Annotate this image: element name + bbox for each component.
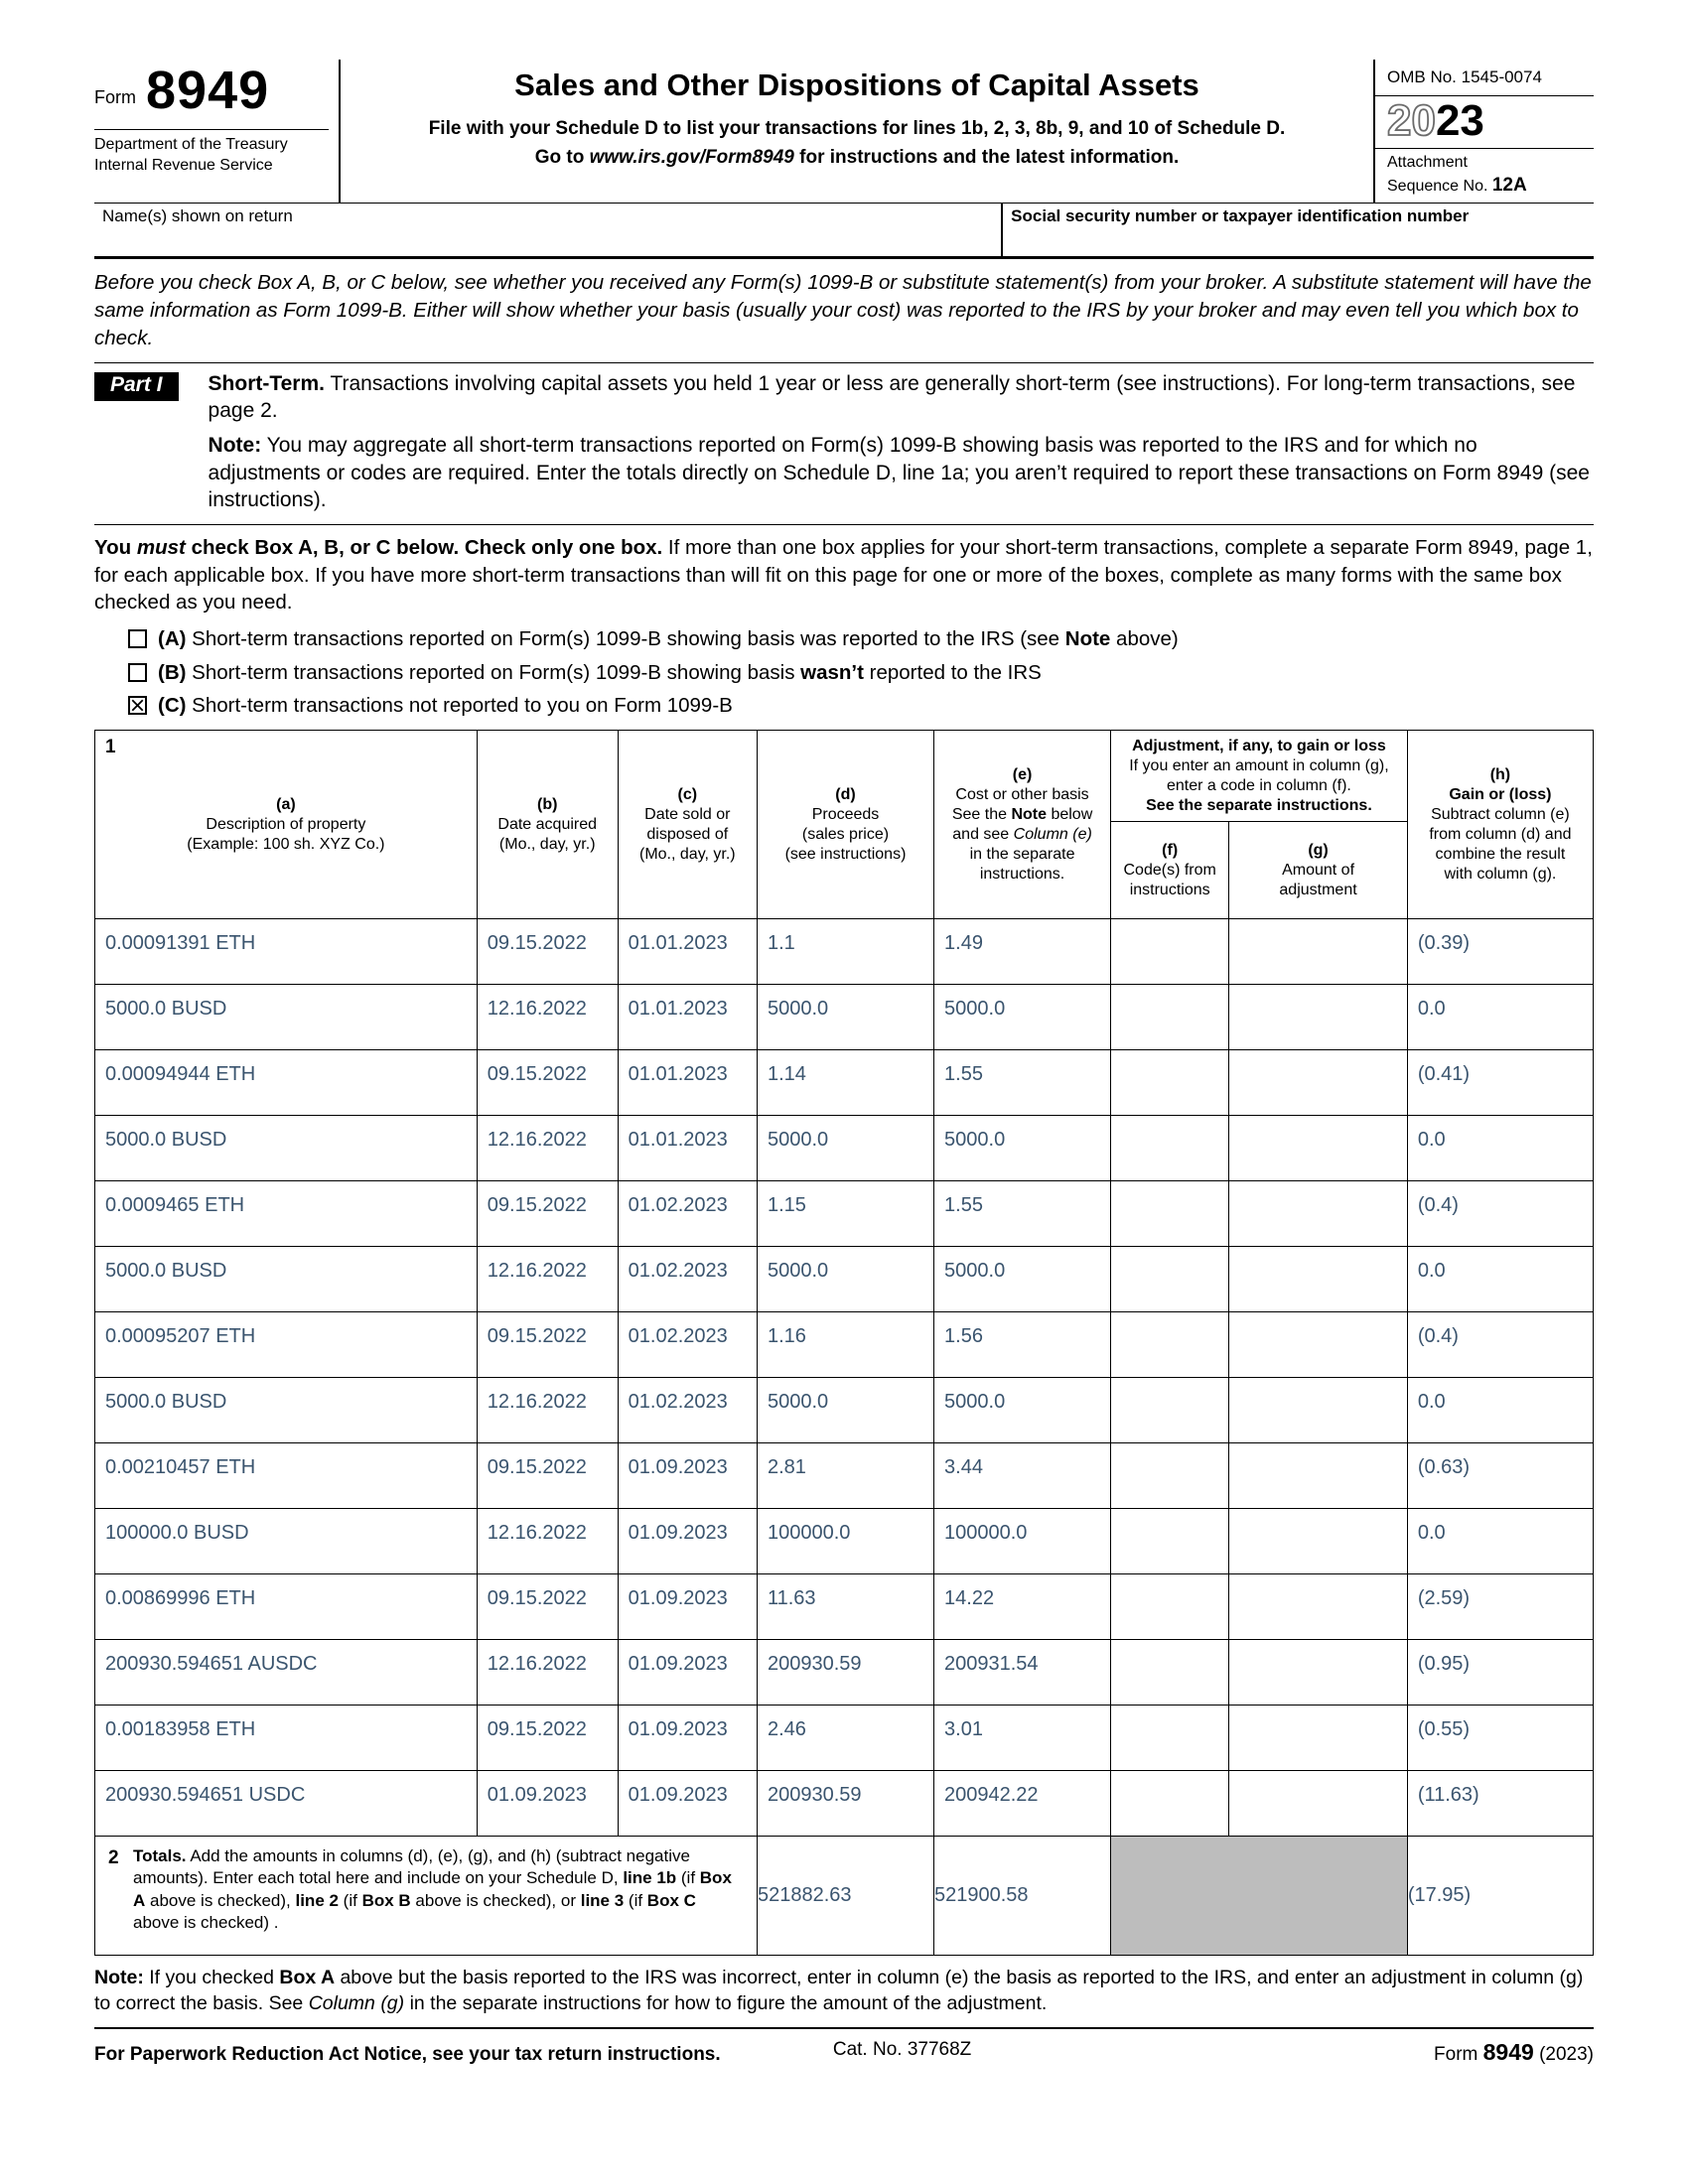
cell-gain[interactable]: (0.39) xyxy=(1407,919,1593,985)
cell-date-acquired[interactable]: 09.15.2022 xyxy=(477,1181,618,1247)
column-header-adjustment-group: Adjustment, if any, to gain or loss If you enter an amount in column (g), enter a code in column (f). See the separate instructions. xyxy=(1111,731,1408,822)
cell-code[interactable] xyxy=(1111,1050,1229,1116)
cell-cost[interactable]: 200942.22 xyxy=(934,1771,1111,1837)
cell-gain[interactable]: 0.0 xyxy=(1407,1509,1593,1574)
cell-cost[interactable]: 1.55 xyxy=(934,1050,1111,1116)
irs-url-link[interactable]: www.irs.gov/Form8949 xyxy=(589,146,794,168)
cell-code[interactable] xyxy=(1111,1312,1229,1378)
cell-date-sold[interactable]: 01.01.2023 xyxy=(618,919,757,985)
totals-proceeds[interactable]: 521882.63 xyxy=(757,1837,933,1956)
cell-date-acquired[interactable]: 12.16.2022 xyxy=(477,1378,618,1443)
department-line: Department of the Treasury xyxy=(94,136,288,153)
form-word: Form xyxy=(94,87,136,107)
column-header-amount-adjustment: (g) Amount of adjustment xyxy=(1229,822,1408,919)
cell-adjustment[interactable] xyxy=(1229,1574,1408,1640)
totals-adjustment-shaded-cell xyxy=(1111,1837,1408,1956)
cell-adjustment[interactable] xyxy=(1229,1116,1408,1181)
name-field-label: Name(s) shown on return xyxy=(102,205,293,225)
checkbox-row-a xyxy=(94,623,1594,657)
cell-description[interactable]: 0.00183958 ETH xyxy=(95,1706,478,1771)
checkbox-row-c xyxy=(94,690,1594,724)
cell-cost[interactable]: 5000.0 xyxy=(934,985,1111,1050)
cell-date-acquired[interactable]: 12.16.2022 xyxy=(477,1116,618,1181)
form-number-block xyxy=(94,60,341,203)
cell-date-acquired[interactable]: 12.16.2022 xyxy=(477,1247,618,1312)
cell-date-sold[interactable]: 01.09.2023 xyxy=(618,1771,757,1837)
cell-description[interactable]: 0.00210457 ETH xyxy=(95,1443,478,1509)
cell-gain[interactable]: (0.41) xyxy=(1407,1050,1593,1116)
cell-cost[interactable]: 1.49 xyxy=(934,919,1111,985)
totals-gain[interactable]: (17.95) xyxy=(1407,1837,1593,1956)
cell-code[interactable] xyxy=(1111,985,1229,1050)
part1-body xyxy=(179,370,1594,515)
line-1-marker: 1 xyxy=(105,737,116,758)
cell-gain[interactable]: 0.0 xyxy=(1407,1247,1593,1312)
transaction-row xyxy=(95,1116,1594,1181)
cell-gain[interactable]: (0.4) xyxy=(1407,1312,1593,1378)
form-reference: Form 8949 (2023) xyxy=(1434,2038,1594,2065)
cell-code[interactable] xyxy=(1111,1378,1229,1443)
form-title-block xyxy=(341,60,1373,203)
omb-block xyxy=(1373,60,1594,203)
cell-cost[interactable]: 1.56 xyxy=(934,1312,1111,1378)
cell-adjustment[interactable] xyxy=(1229,985,1408,1050)
cell-date-sold[interactable]: 01.09.2023 xyxy=(618,1509,757,1574)
cell-code[interactable] xyxy=(1111,1574,1229,1640)
cell-proceeds[interactable]: 1.1 xyxy=(757,919,933,985)
subtitle-line-1: File with your Schedule D to list your transactions for lines 1b, 2, 3, 8b, 9, and 10 of Schedule D. xyxy=(428,118,1286,139)
cell-gain[interactable]: 0.0 xyxy=(1407,985,1593,1050)
cell-date-sold[interactable]: 01.09.2023 xyxy=(618,1640,757,1706)
cell-proceeds[interactable]: 2.46 xyxy=(757,1706,933,1771)
cell-date-sold[interactable]: 01.02.2023 xyxy=(618,1181,757,1247)
transaction-row xyxy=(95,1574,1594,1640)
cell-date-sold[interactable]: 01.09.2023 xyxy=(618,1443,757,1509)
cell-adjustment[interactable] xyxy=(1229,1443,1408,1509)
paperwork-notice: For Paperwork Reduction Act Notice, see your tax return instructions. xyxy=(94,2043,721,2065)
cell-gain[interactable]: 0.0 xyxy=(1407,1378,1593,1443)
cell-gain[interactable]: (0.95) xyxy=(1407,1640,1593,1706)
cell-proceeds[interactable]: 1.15 xyxy=(757,1181,933,1247)
part1-badge: Part I xyxy=(94,372,179,401)
form-header xyxy=(94,60,1594,204)
cell-date-sold[interactable]: 01.09.2023 xyxy=(618,1706,757,1771)
transaction-row xyxy=(95,1443,1594,1509)
intro-paragraph: Before you check Box A, B, or C below, see whether you received any Form(s) 1099-B or substitute statement(s) from your broker. A substitute statement will have the same information as Form 1099-B. Either will show whether your basis (usually your cost) was reported to the IRS by your broker and may even tell you which box to check. xyxy=(94,270,1592,350)
cell-proceeds[interactable]: 5000.0 xyxy=(757,1247,933,1312)
cell-cost[interactable]: 1.55 xyxy=(934,1181,1111,1247)
cell-adjustment[interactable] xyxy=(1229,919,1408,985)
cell-date-acquired[interactable]: 12.16.2022 xyxy=(477,1640,618,1706)
cell-description[interactable]: 0.0009465 ETH xyxy=(95,1181,478,1247)
cell-description[interactable]: 5000.0 BUSD xyxy=(95,1116,478,1181)
cell-date-acquired[interactable]: 09.15.2022 xyxy=(477,919,618,985)
subtitle-line-2: Go to www.irs.gov/Form8949 for instructions and the latest information. xyxy=(534,146,1180,168)
part1-section xyxy=(94,362,1594,525)
cell-code[interactable] xyxy=(1111,1509,1229,1574)
box-check-instructions: You must check Box A, B, or C below. Check only one box. If more than one box applies for your short-term transactions, complete a separate Form 8949, page 1, for each applicable box. If you have more short-term transactions than will fit on this page for one or more of the boxes, complete as many forms with the same box checked as you need. xyxy=(94,524,1594,623)
checkbox-row-b xyxy=(94,657,1594,691)
omb-number: OMB No. 1545-0074 xyxy=(1375,60,1594,96)
taxpayer-row xyxy=(94,204,1594,259)
cell-date-acquired[interactable]: 09.15.2022 xyxy=(477,1312,618,1378)
part1-note: Note: You may aggregate all short-term transactions reported on Form(s) 1099-B showing basis was reported to the IRS and for which no adjustments or codes are required. Enter the totals directly on Schedule D, line 1a; you aren’t required to report these transactions on Form 8949 (see instructions). xyxy=(208,433,1590,512)
cell-cost[interactable]: 5000.0 xyxy=(934,1378,1111,1443)
column-header-date-sold: (c) Date sold or disposed of (Mo., day, yr.) xyxy=(618,731,757,919)
cell-code[interactable] xyxy=(1111,919,1229,985)
totals-cost[interactable]: 521900.58 xyxy=(934,1837,1111,1956)
cell-code[interactable] xyxy=(1111,1116,1229,1181)
column-header-code: (f) Code(s) from instructions xyxy=(1111,822,1229,919)
transaction-row xyxy=(95,1181,1594,1247)
form-number: 8949 xyxy=(146,61,270,120)
cell-code[interactable] xyxy=(1111,1247,1229,1312)
cell-adjustment[interactable] xyxy=(1229,1378,1408,1443)
cell-code[interactable] xyxy=(1111,1640,1229,1706)
cell-proceeds[interactable]: 11.63 xyxy=(757,1574,933,1640)
cell-description[interactable]: 5000.0 BUSD xyxy=(95,1247,478,1312)
ssn-field-label: Social security number or taxpayer identification number xyxy=(1011,205,1470,225)
cell-proceeds[interactable]: 200930.59 xyxy=(757,1640,933,1706)
cell-description[interactable]: 5000.0 BUSD xyxy=(95,985,478,1050)
cell-description[interactable]: 0.00091391 ETH xyxy=(95,919,478,985)
cell-cost[interactable]: 3.44 xyxy=(934,1443,1111,1509)
cell-gain[interactable]: (0.55) xyxy=(1407,1706,1593,1771)
checkbox-c-label: (C) Short-term transactions not reported to you on Form 1099-B xyxy=(158,694,733,718)
department-block xyxy=(94,129,329,183)
ssn-field[interactable] xyxy=(1001,204,1594,256)
cell-code[interactable] xyxy=(1111,1181,1229,1247)
transaction-row xyxy=(95,1771,1594,1837)
service-line: Internal Revenue Service xyxy=(94,156,273,174)
cell-gain[interactable]: (11.63) xyxy=(1407,1771,1593,1837)
transaction-row xyxy=(95,1312,1594,1378)
cell-date-sold[interactable]: 01.02.2023 xyxy=(618,1378,757,1443)
cell-code[interactable] xyxy=(1111,1771,1229,1837)
transactions-body xyxy=(95,919,1594,1837)
totals-row xyxy=(95,1837,1594,1956)
cell-proceeds[interactable]: 1.14 xyxy=(757,1050,933,1116)
transactions-table xyxy=(94,730,1594,1956)
line-2-marker: 2 xyxy=(108,1847,119,1869)
cell-description[interactable]: 5000.0 BUSD xyxy=(95,1378,478,1443)
cell-adjustment[interactable] xyxy=(1229,1509,1408,1574)
cell-proceeds[interactable]: 5000.0 xyxy=(757,985,933,1050)
cell-date-sold[interactable]: 01.01.2023 xyxy=(618,1116,757,1181)
column-header-proceeds: (d) Proceeds (sales price) (see instructions) xyxy=(757,731,933,919)
checkbox-b[interactable] xyxy=(128,663,147,682)
bottom-note: Note: If you checked Box A above but the basis reported to the IRS was incorrect, enter in column (e) the basis as reported to the IRS, and enter an adjustment in column (g) to correct the basis. See Column (g) in the separate instructions for how to figure the amount of the adjustment. xyxy=(94,1956,1594,2029)
cell-description[interactable]: 0.00095207 ETH xyxy=(95,1312,478,1378)
cell-description[interactable]: 200930.594651 USDC xyxy=(95,1771,478,1837)
cell-date-sold[interactable]: 01.01.2023 xyxy=(618,985,757,1050)
column-header-date-acquired: (b) Date acquired (Mo., day, yr.) xyxy=(477,731,618,919)
transaction-row xyxy=(95,1247,1594,1312)
transaction-row xyxy=(95,985,1594,1050)
transaction-row xyxy=(95,1378,1594,1443)
transaction-row xyxy=(95,919,1594,985)
cell-date-acquired[interactable]: 12.16.2022 xyxy=(477,985,618,1050)
cell-adjustment[interactable] xyxy=(1229,1706,1408,1771)
cell-proceeds[interactable]: 2.81 xyxy=(757,1443,933,1509)
cell-date-acquired[interactable]: 09.15.2022 xyxy=(477,1050,618,1116)
transaction-row xyxy=(95,1509,1594,1574)
cell-gain[interactable]: (0.63) xyxy=(1407,1443,1593,1509)
checkbox-a[interactable] xyxy=(128,629,147,648)
catalog-number: Cat. No. 37768Z xyxy=(832,2038,972,2060)
cell-gain[interactable]: (0.4) xyxy=(1407,1181,1593,1247)
cell-date-acquired[interactable]: 01.09.2023 xyxy=(477,1771,618,1837)
part1-heading: Short-Term. Transactions involving capital assets you held 1 year or less are generally short-term (see instructions). For long-term transactions, see page 2. xyxy=(208,371,1576,423)
name-field[interactable] xyxy=(94,204,1001,256)
cell-gain[interactable]: 0.0 xyxy=(1407,1116,1593,1181)
checkbox-a-label: (A) Short-term transactions reported on Form(s) 1099-B showing basis was reported to the IRS (see Note above) xyxy=(158,627,1179,651)
cell-description[interactable]: 100000.0 BUSD xyxy=(95,1509,478,1574)
cell-adjustment[interactable] xyxy=(1229,1771,1408,1837)
column-header-gain-loss: (h) Gain or (loss) Subtract column (e) from column (d) and combine the result with column (g). xyxy=(1407,731,1593,919)
cell-date-sold[interactable]: 01.02.2023 xyxy=(618,1247,757,1312)
cell-cost[interactable]: 3.01 xyxy=(934,1706,1111,1771)
cell-code[interactable] xyxy=(1111,1706,1229,1771)
checkbox-c[interactable] xyxy=(128,696,147,715)
cell-date-acquired[interactable]: 09.15.2022 xyxy=(477,1574,618,1640)
cell-adjustment[interactable] xyxy=(1229,1247,1408,1312)
cell-description[interactable]: 0.00869996 ETH xyxy=(95,1574,478,1640)
cell-adjustment[interactable] xyxy=(1229,1050,1408,1116)
cell-description[interactable]: 0.00094944 ETH xyxy=(95,1050,478,1116)
cell-gain[interactable]: (2.59) xyxy=(1407,1574,1593,1640)
cell-adjustment[interactable] xyxy=(1229,1312,1408,1378)
cell-proceeds[interactable]: 200930.59 xyxy=(757,1771,933,1837)
cell-date-acquired[interactable]: 09.15.2022 xyxy=(477,1706,618,1771)
column-header-cost-basis: (e) Cost or other basis See the Note below and see Column (e) in the separate instructions. xyxy=(934,731,1111,919)
cell-adjustment[interactable] xyxy=(1229,1181,1408,1247)
cell-date-sold[interactable]: 01.09.2023 xyxy=(618,1574,757,1640)
cell-cost[interactable]: 14.22 xyxy=(934,1574,1111,1640)
cell-proceeds[interactable]: 1.16 xyxy=(757,1312,933,1378)
cell-date-acquired[interactable]: 09.15.2022 xyxy=(477,1443,618,1509)
cell-adjustment[interactable] xyxy=(1229,1640,1408,1706)
cell-date-acquired[interactable]: 12.16.2022 xyxy=(477,1509,618,1574)
page-footer xyxy=(94,2029,1594,2066)
transaction-row xyxy=(95,1640,1594,1706)
cell-cost[interactable]: 5000.0 xyxy=(934,1247,1111,1312)
sequence-number: 12A xyxy=(1491,174,1527,196)
cell-proceeds[interactable]: 5000.0 xyxy=(757,1378,933,1443)
cell-date-sold[interactable]: 01.01.2023 xyxy=(618,1050,757,1116)
cell-cost[interactable]: 100000.0 xyxy=(934,1509,1111,1574)
cell-cost[interactable]: 200931.54 xyxy=(934,1640,1111,1706)
page-title: Sales and Other Dispositions of Capital Assets xyxy=(514,68,1199,102)
cell-proceeds[interactable]: 5000.0 xyxy=(757,1116,933,1181)
cell-description[interactable]: 200930.594651 AUSDC xyxy=(95,1640,478,1706)
checkbox-b-label: (B) Short-term transactions reported on Form(s) 1099-B showing basis wasn’t reported to the IRS xyxy=(158,660,1042,684)
x-mark-icon xyxy=(130,698,145,713)
transaction-row xyxy=(95,1050,1594,1116)
cell-proceeds[interactable]: 100000.0 xyxy=(757,1509,933,1574)
cell-date-sold[interactable]: 01.02.2023 xyxy=(618,1312,757,1378)
tax-year: 2023 xyxy=(1387,96,1484,145)
column-header-description: 1 (a) Description of property (Example: 100 sh. XYZ Co.) xyxy=(95,731,478,919)
cell-cost[interactable]: 5000.0 xyxy=(934,1116,1111,1181)
transaction-row xyxy=(95,1706,1594,1771)
totals-instructions: 2 Totals. Add the amounts in columns (d), (e), (g), and (h) (subtract negative amounts). Enter each total here and include on your Schedule D, line 1b (if Box A above is checked), line 2 (if Box B above is checked), or line 3 (if Box C above is checked) . xyxy=(95,1837,758,1956)
cell-code[interactable] xyxy=(1111,1443,1229,1509)
attachment-sequence: Attachment Sequence No. 12A xyxy=(1375,148,1594,202)
